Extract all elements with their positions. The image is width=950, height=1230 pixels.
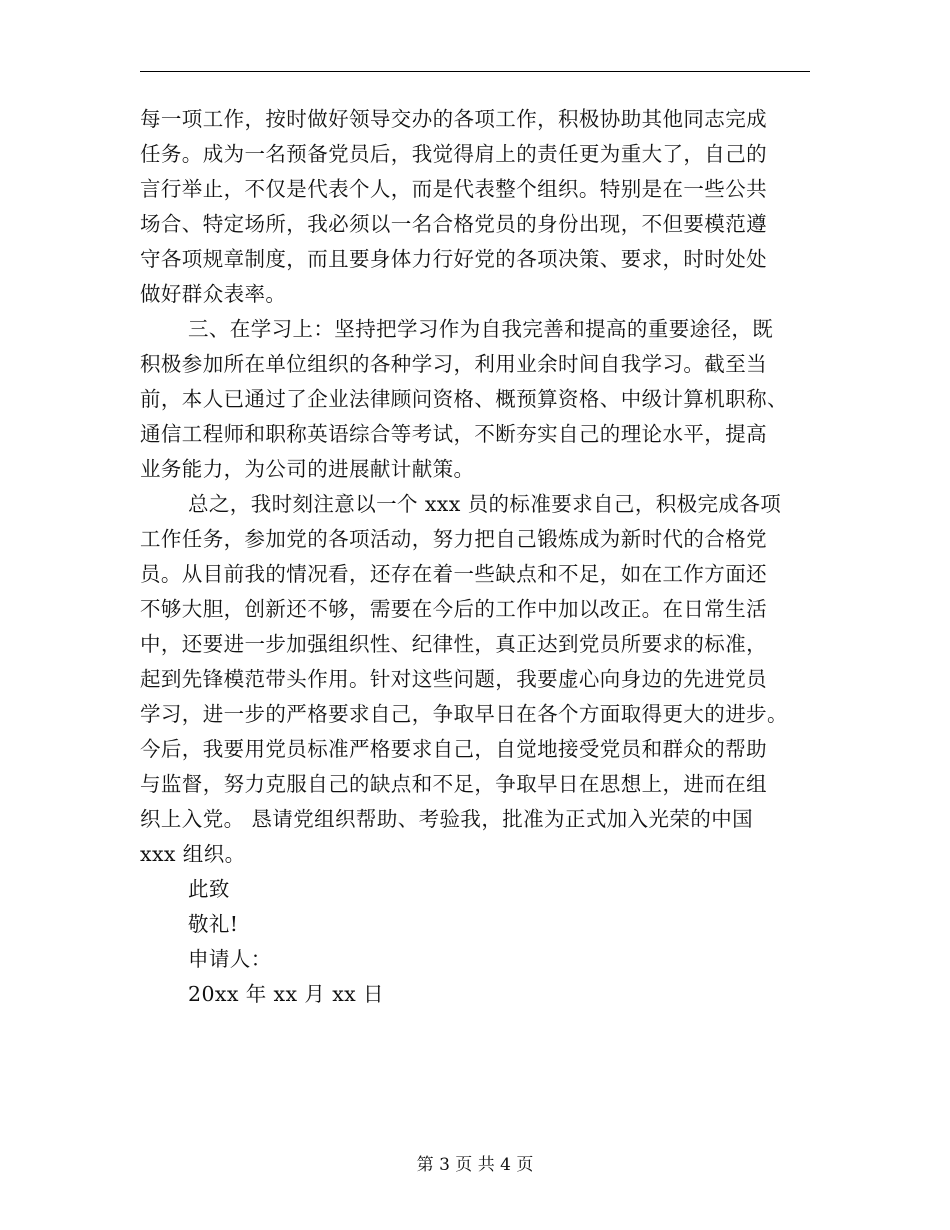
text-line: 积极参加所在单位组织的各种学习，利用业余时间自我学习。截至当 (140, 352, 767, 376)
text-line: 今后，我要用党员标准严格要求自己，自觉地接受党员和群众的帮助 (140, 737, 767, 761)
text-line: 员。从目前我的情况看，还存在着一些缺点和不足，如在工作方面还 (140, 562, 767, 586)
page-indicator: 第 3 页 共 4 页 (416, 1155, 534, 1175)
text-line: 三、在学习上：坚持把学习作为自我完善和提高的重要途径，既 (188, 317, 774, 341)
text-line: 场合、特定场所，我必须以一名合格党员的身份出现，不但要模范遵 (140, 212, 767, 236)
applicant-label: 申请人： (188, 947, 272, 971)
text-line: 学习，进一步的严格要求自己，争取早日在各个方面取得更大的进步。 (140, 702, 788, 726)
document-body (140, 102, 812, 1012)
text-line: 中，还要进一步加强组织性、纪律性，真正达到党员所要求的标准， (140, 632, 767, 656)
text-line: 起到先锋模范带头作用。针对这些问题，我要虚心向身边的先进党员 (140, 667, 767, 691)
application-date: 20xx 年 xx 月 xx 日 (188, 982, 384, 1006)
text-line: 总之，我时刻注意以一个 xxx 员的标准要求自己，积极完成各项 (188, 492, 782, 516)
text-line: 守各项规章制度，而且要身体力行好党的各项决策、要求，时时处处 (140, 247, 767, 271)
text-line: 与监督，努力克服自己的缺点和不足，争取早日在思想上，进而在组 (140, 772, 767, 796)
text-line: 做好群众表率。 (140, 282, 287, 306)
text-line: 通信工程师和职称英语综合等考试，不断夯实自己的理论水平，提高 (140, 422, 767, 446)
closing-salutation: 此致 (188, 877, 230, 901)
text-line: 工作任务，参加党的各项活动，努力把自己锻炼成为新时代的合格党 (140, 527, 767, 551)
text-line: 不够大胆，创新还不够，需要在今后的工作中加以改正。在日常生活 (140, 597, 767, 621)
closing-respect: 敬礼! (188, 912, 239, 936)
text-line: 业务能力，为公司的进展献计献策。 (140, 457, 475, 481)
paragraph-work-continuation (140, 102, 812, 312)
text-line: 前，本人已通过了企业法律顾问资格、概预算资格、中级计算机职称、 (140, 387, 788, 411)
text-line: 每一项工作，按时做好领导交办的各项工作，积极协助其他同志完成 (140, 107, 767, 131)
text-line: xxx 组织。 (140, 842, 246, 866)
header-rule (140, 71, 810, 72)
paragraph-summary (140, 487, 812, 872)
paragraph-study (140, 312, 812, 487)
text-line: 织上入党。 恳请党组织帮助、考验我，批准为正式加入光荣的中国 (140, 807, 754, 831)
text-line: 言行举止，不仅是代表个人，而是代表整个组织。特别是在一些公共 (140, 177, 767, 201)
text-line: 任务。成为一名预备党员后，我觉得肩上的责任更为重大了，自己的 (140, 142, 767, 166)
